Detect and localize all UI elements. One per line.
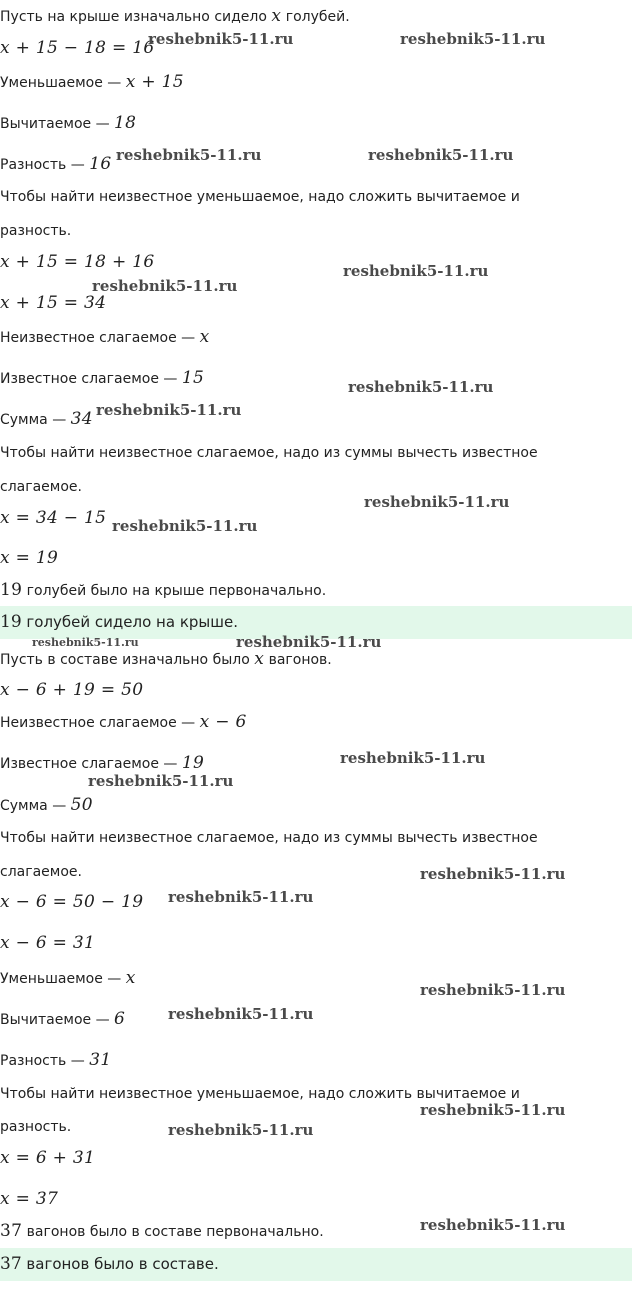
p2-minuend-label: Уменьшаемое — [0, 971, 126, 987]
p2-difference [0, 1050, 111, 1071]
watermark-text: reshebnik5-11.ru [340, 749, 486, 767]
p2-conclusion [0, 1221, 324, 1242]
p2-difference-value: 31 [89, 1050, 112, 1070]
p2-subtrahend-value: 6 [114, 1009, 126, 1029]
p2-answer-text: вагонов было в составе. [21, 1255, 219, 1273]
watermark-text: reshebnik5-11.ru [92, 277, 238, 295]
p2-sum-label: Сумма — [0, 798, 71, 814]
p1-subtrahend-label: Вычитаемое — [0, 116, 115, 132]
p1-sum [0, 409, 93, 430]
watermark-text: reshebnik5-11.ru [420, 981, 566, 999]
p1-rule2-line1: Чтобы найти неизвестное слагаемое, надо из суммы вычесть известное [0, 445, 538, 461]
p2-intro-tail: вагонов. [264, 652, 332, 668]
watermark-text: reshebnik5-11.ru [112, 517, 258, 535]
p2-rule2-line2: разность. [0, 1119, 72, 1135]
watermark-text: reshebnik5-11.ru [168, 1121, 314, 1139]
watermark-text: reshebnik5-11.ru [343, 262, 489, 280]
watermark-text: reshebnik5-11.ru [348, 378, 494, 396]
p2-subtrahend [0, 1009, 125, 1030]
p2-step3: x = 6 + 31 [0, 1148, 96, 1168]
p2-intro-var: x [254, 649, 265, 669]
p1-unknown-addend [0, 327, 210, 348]
p1-step2: x + 15 = 34 [0, 293, 107, 313]
watermark-text: reshebnik5-11.ru [420, 865, 566, 883]
p2-unknown-addend-label: Неизвестное слагаемое — [0, 715, 200, 731]
p2-minuend-value: x [125, 968, 136, 988]
p2-subtrahend-label: Вычитаемое — [0, 1012, 115, 1028]
p1-rule2-line2: слагаемое. [0, 479, 82, 495]
watermark-text: reshebnik5-11.ru [88, 772, 234, 790]
watermark-text: reshebnik5-11.ru [96, 401, 242, 419]
p2-rule-line1: Чтобы найти неизвестное слагаемое, надо из суммы вычесть известное [0, 830, 538, 846]
p2-answer-box [0, 1248, 632, 1281]
p1-conclusion [0, 580, 326, 601]
p1-known-addend-label: Известное слагаемое — [0, 371, 182, 387]
p1-intro-tail: голубей. [281, 9, 350, 25]
watermark-text: reshebnik5-11.ru [400, 30, 546, 48]
p2-unknown-addend-value: x − 6 [199, 712, 247, 732]
p1-answer-number: 19 [0, 612, 22, 632]
p1-subtrahend-value: 18 [114, 113, 137, 133]
p1-conclusion-text: голубей было на крыше первоначально. [22, 583, 327, 599]
p1-minuend-label: Уменьшаемое — [0, 75, 126, 91]
p2-intro [0, 649, 332, 670]
p2-equation: x − 6 + 19 = 50 [0, 680, 144, 700]
p1-difference-value: 16 [89, 154, 112, 174]
p1-step1: x + 15 = 18 + 16 [0, 252, 155, 272]
p1-intro-var: x [271, 6, 282, 26]
p1-difference-label: Разность — [0, 157, 90, 173]
p2-conclusion-number: 37 [0, 1221, 23, 1241]
p1-rule-line2: разность. [0, 223, 72, 239]
p2-difference-label: Разность — [0, 1053, 90, 1069]
p1-rule-line1: Чтобы найти неизвестное уменьшаемое, надо сложить вычитаемое и [0, 189, 520, 205]
p1-intro-text: Пусть на крыше изначально сидело [0, 9, 272, 25]
p1-subtrahend [0, 113, 136, 134]
watermark-text: reshebnik5-11.ru [364, 493, 510, 511]
p2-known-addend-value: 19 [181, 753, 205, 773]
p2-known-addend-label: Известное слагаемое — [0, 756, 182, 772]
p1-conclusion-number: 19 [0, 580, 23, 600]
p2-unknown-addend [0, 712, 247, 733]
p1-intro [0, 6, 350, 27]
p1-answer-text: голубей сидело на крыше. [21, 613, 238, 631]
watermark-text: reshebnik5-11.ru [116, 146, 262, 164]
p1-step4: x = 19 [0, 548, 59, 568]
p2-intro-text: Пусть в составе изначально было [0, 652, 255, 668]
p2-step1: x − 6 = 50 − 19 [0, 892, 144, 912]
watermark-text: reshebnik5-11.ru [420, 1216, 566, 1234]
p2-known-addend [0, 753, 204, 774]
watermark-text: reshebnik5-11.ru [168, 888, 314, 906]
p2-step2: x − 6 = 31 [0, 933, 96, 953]
watermark-text: reshebnik5-11.ru [236, 633, 382, 651]
p1-known-addend-value: 15 [181, 368, 205, 388]
watermark-text: reshebnik5-11.ru [32, 636, 139, 649]
watermark-text: reshebnik5-11.ru [148, 30, 294, 48]
p1-minuend-value: x + 15 [125, 72, 184, 92]
p1-unknown-addend-value: x [199, 327, 210, 347]
p1-known-addend [0, 368, 204, 389]
watermark-text: reshebnik5-11.ru [368, 146, 514, 164]
p2-rule2-line1: Чтобы найти неизвестное уменьшаемое, надо сложить вычитаемое и [0, 1086, 520, 1102]
p1-minuend [0, 72, 184, 93]
p2-minuend [0, 968, 136, 989]
p1-sum-label: Сумма — [0, 412, 71, 428]
p2-step4: x = 37 [0, 1189, 59, 1209]
watermark-text: reshebnik5-11.ru [420, 1101, 566, 1119]
p1-difference [0, 154, 111, 175]
p2-conclusion-text: вагонов было в составе первоначально. [22, 1224, 324, 1240]
p2-sum-value: 50 [70, 795, 93, 815]
p2-sum [0, 795, 93, 816]
watermark-text: reshebnik5-11.ru [168, 1005, 314, 1023]
p1-unknown-addend-label: Неизвестное слагаемое — [0, 330, 200, 346]
p2-answer-number: 37 [0, 1254, 22, 1274]
p2-rule-line2: слагаемое. [0, 864, 82, 880]
p1-sum-value: 34 [70, 409, 93, 429]
p1-equation: x + 15 − 18 = 16 [0, 38, 155, 58]
p1-step3: x = 34 − 15 [0, 508, 107, 528]
